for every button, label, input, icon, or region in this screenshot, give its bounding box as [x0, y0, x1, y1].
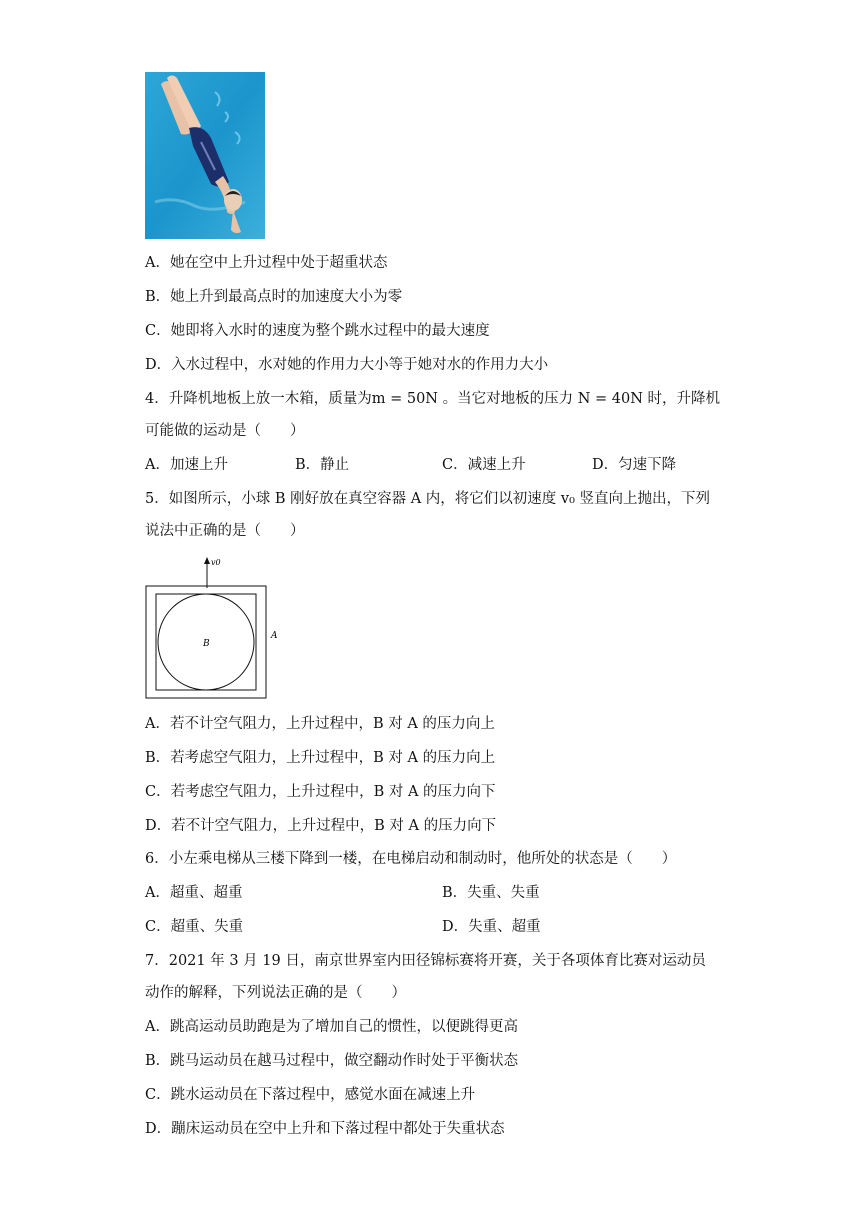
q4-stem-line2: 可能做的运动是（ ） — [145, 423, 305, 439]
q5-option-b: B．若考虑空气阻力，上升过程中，B 对 A 的压力向上 — [145, 750, 496, 766]
q7-stem-line1: 7．2021 年 3 月 19 日，南京世界室内田径锦标赛将开赛，关于各项体育比赛对运动员 — [145, 953, 706, 969]
diver-image — [145, 72, 265, 239]
q6-option-c: C．超重、失重 — [145, 919, 244, 935]
q5-stem-line2: 说法中正确的是（ ） — [145, 523, 305, 539]
q5-option-c: C．若考虑空气阻力，上升过程中，B 对 A 的压力向下 — [145, 784, 496, 800]
q7-stem-line2: 动作的解释，下列说法正确的是（ ） — [145, 985, 406, 1001]
q6-stem-line1: 6．小左乘电梯从三楼下降到一楼，在电梯启动和制动时，他所处的状态是（ ） — [145, 851, 677, 867]
q6-options-row1 — [145, 883, 705, 903]
q4-option-a: A．加速上升 — [145, 457, 228, 473]
q3-option-d: D．入水过程中，水对她的作用力大小等于她对水的作用力大小 — [145, 357, 549, 373]
q7-option-b: B．跳马运动员在越马过程中，做空翻动作时处于平衡状态 — [145, 1053, 519, 1069]
q4-options — [145, 455, 705, 475]
q6-option-b: B．失重、失重 — [442, 885, 540, 901]
q4-option-b: B．静止 — [295, 457, 350, 473]
velocity-label: v0 — [211, 558, 221, 567]
q7-option-a: A．跳高运动员助跑是为了增加自己的惯性，以便跳得更高 — [145, 1019, 518, 1035]
q5-option-a: A．若不计空气阻力，上升过程中，B 对 A 的压力向上 — [145, 716, 495, 732]
q6-option-a: A．超重、超重 — [145, 885, 243, 901]
container-ball-diagram — [145, 556, 295, 702]
q3-option-a: A．她在空中上升过程中处于超重状态 — [145, 255, 388, 271]
q4-option-d: D．匀速下降 — [592, 457, 677, 473]
q3-option-b: B．她上升到最高点时的加速度大小为零 — [145, 289, 403, 305]
diver-photo — [145, 72, 265, 239]
q4-option-c: C．减速上升 — [442, 457, 526, 473]
q5-figure — [145, 556, 295, 702]
container-label: A — [271, 631, 278, 641]
q5-stem-line1: 5．如图所示，小球 B 刚好放在真空容器 A 内，将它们以初速度 v₀ 竖直向上抛出，下列 — [145, 491, 711, 507]
q6-option-d: D．失重、超重 — [442, 919, 541, 935]
velocity-arrowhead — [204, 557, 210, 564]
q6-options-row2 — [145, 917, 705, 937]
q4-stem-line1: 4．升降机地板上放一木箱，质量为m = 50N 。当它对地板的压力 N = 40N 时，升降机 — [145, 391, 720, 407]
q3-option-c: C．她即将入水时的速度为整个跳水过程中的最大速度 — [145, 323, 490, 339]
q7-option-c: C．跳水运动员在下落过程中，感觉水面在减速上升 — [145, 1087, 476, 1103]
q5-option-d: D．若不计空气阻力，上升过程中，B 对 A 的压力向下 — [145, 818, 497, 834]
q7-option-d: D．蹦床运动员在空中上升和下落过程中都处于失重状态 — [145, 1121, 505, 1137]
ball-label: B — [203, 639, 210, 649]
